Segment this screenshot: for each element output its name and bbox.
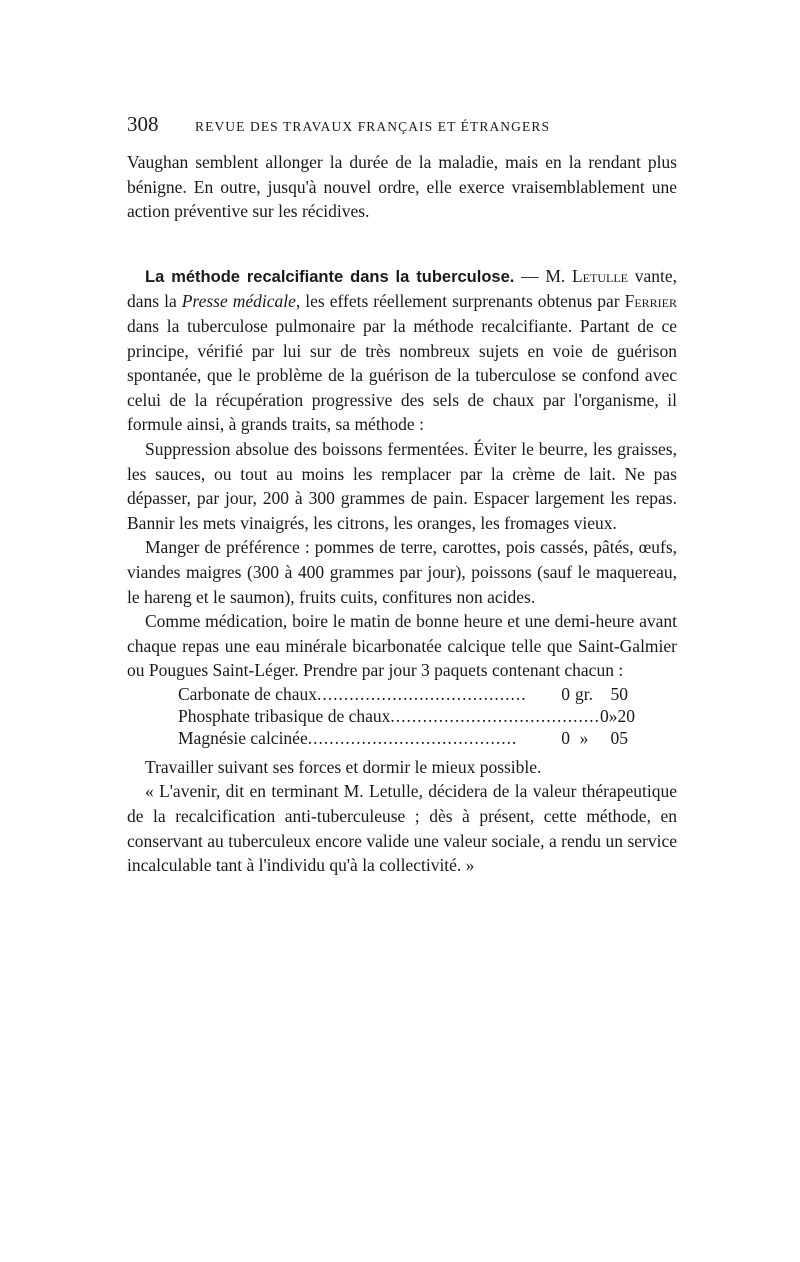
travailler-paragraph: Travailler suivant ses forces et dormir le mieux possible. bbox=[145, 756, 542, 777]
dot-leader: ....................................... bbox=[316, 683, 527, 704]
conclusion-paragraph: « L'avenir, dit en terminant M. Letulle, décidera de la valeur thérapeutique de la recalcification anti-tuberculeuse ; dès à présent, cette méthode, en conservant au tuberculeux encore valide une valeur sociale, a rendu un service incalculable tant à l'individu qu'à la collectivité. » bbox=[127, 781, 677, 876]
dot-leader: ....................................... bbox=[307, 727, 518, 748]
dot-leader: ....................................... bbox=[390, 705, 601, 726]
suppression-paragraph: Suppression absolue des boissons fermentées. Éviter le beurre, les graisses, les sauces, ou tout au moins les remplacer par la crème de lait. Ne pas dépasser, par jour, 200 à 300 grammes de pain. Espacer largement les repas. Bannir les mets vinaigrés, les citrons, les oranges, les fromages vieux. bbox=[127, 438, 677, 533]
journal-name: Presse médicale bbox=[181, 291, 296, 312]
ingredient-qty-unit: gr. bbox=[575, 683, 593, 704]
running-title: REVUE DES TRAVAUX FRANÇAIS ET ÉTRANGERS bbox=[195, 119, 551, 134]
ingredient-qty-unit: » bbox=[608, 705, 618, 726]
author-initial: M. bbox=[545, 265, 572, 286]
article-heading: La méthode recalcifiante dans la tuberculose. bbox=[145, 267, 515, 286]
intro-text-1: vante, dans la bbox=[127, 265, 677, 312]
ingredient-name: Magnésie calcinée bbox=[178, 727, 308, 748]
ingredient-name: Carbonate de chaux bbox=[178, 683, 317, 704]
ingredient-qty-units: 0 bbox=[561, 727, 570, 748]
journal-page bbox=[127, 112, 677, 878]
recipe-row bbox=[178, 727, 628, 749]
recipe-table bbox=[178, 683, 636, 749]
running-head bbox=[127, 112, 677, 142]
continuation-paragraph: Vaughan semblent allonger la durée de la maladie, mais en la rendant plus bénigne. En outre, jusqu'à nouvel ordre, elle exerce vraisemblablement une action préventive sur les récidives. bbox=[127, 152, 677, 222]
ingredient-qty-fraction: 50 bbox=[610, 683, 628, 704]
ingredient-qty-fraction: 20 bbox=[617, 705, 636, 726]
ingredient-name: Phosphate tribasique de chaux bbox=[178, 705, 391, 726]
intro-text-2: , les effets réellement surprenants obtenus par bbox=[295, 291, 625, 312]
page-number: 308 bbox=[127, 112, 159, 136]
colleague-name: Ferrier bbox=[624, 291, 677, 312]
ingredient-qty-fraction: 05 bbox=[610, 727, 628, 748]
heading-dash: — bbox=[514, 265, 546, 286]
article-intro-paragraph bbox=[127, 264, 677, 437]
ingredient-qty-unit: » bbox=[579, 727, 589, 748]
ingredient-qty-units: 0 bbox=[561, 683, 570, 704]
ingredient-qty-units: 0 bbox=[600, 705, 609, 726]
manger-paragraph: Manger de préférence : pommes de terre, carottes, pois cassés, pâtés, œufs, viandes maigres (300 à 400 grammes par jour), poissons (sauf le maquereau, le hareng et le saumon), fruits cuits, confitures non acides. bbox=[127, 537, 677, 607]
medication-paragraph: Comme médication, boire le matin de bonne heure et une demi-heure avant chaque repas une eau minérale bicarbonatée calcique telle que Saint-Galmier ou Pougues Saint-Léger. Prendre par jour 3 paquets contenant chacun : bbox=[127, 611, 677, 681]
author-name: Letulle bbox=[571, 265, 628, 286]
recipe-row bbox=[178, 683, 628, 705]
intro-text-3: dans la tuberculose pulmonaire par la méthode recalcifiante. Partant de ce principe, vérifié par lui sur de très nombreux sujets en voie de guérison spontanée, que le problème de la guérison de la tuberculose se confond avec celui de la récupération progressive des sels de chaux par l'organisme, il formule ainsi, à grands traits, sa méthode : bbox=[127, 315, 677, 435]
recipe-row bbox=[178, 705, 636, 727]
